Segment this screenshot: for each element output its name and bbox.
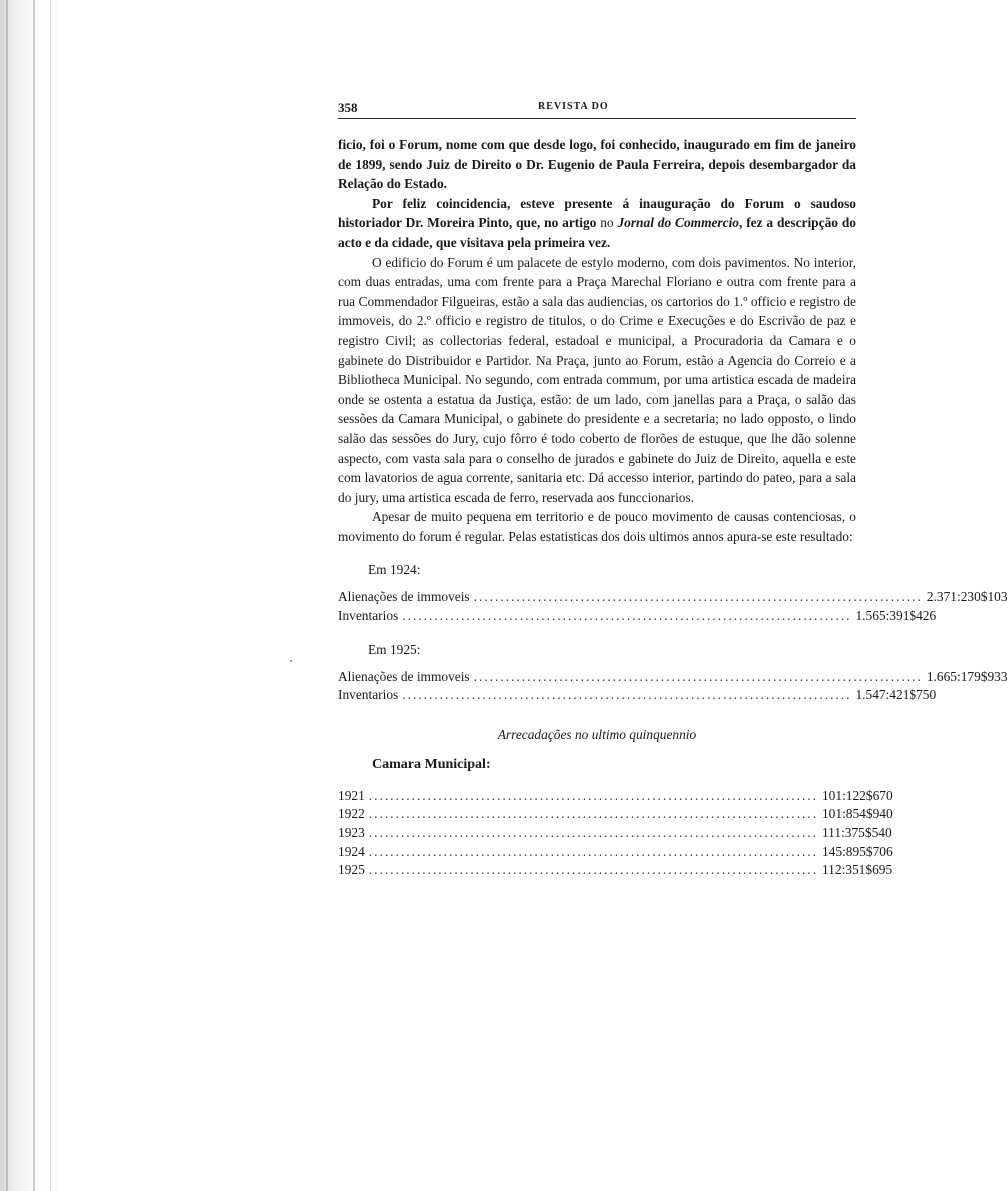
paragraph [338, 194, 856, 253]
paragraph [338, 253, 856, 508]
binding-line [33, 0, 35, 1191]
leader-dots: .................................................................................... [473, 668, 923, 684]
text-run: Apesar de muito pequena em territorio e de pouco movimento de causas contenciosas, o movimento do forum é regular. Pelas estatisticas dos dois ultimos annos apura-se este resultado: [338, 509, 856, 544]
row-label: Alienações de immoveis [338, 668, 470, 684]
text-run: ficio, foi [338, 137, 389, 152]
text-run: O edificio do Forum é um palacete de estylo moderno, com dois pavimentos. No interior, com duas entradas, uma com frente para a Praça Marechal Floriano e outra com frente para a rua Commendador Filgueiras, estão a sala das audiencias, os cartorios do 1.º officio e registro de immoveis, do 2.º officio e registro de titulos, o do Crime e Execuções e do Escrivão de paz e registro Civil; as collectorias federal, estadoal e municipal, a Procuradoria da Camara e o gabinete do Distribuidor e Partidor. Na Praça, junto ao Forum, estão a Agencia do Correio e a Bibliotheca Municipal. No segundo, com entrada commum, por uma artistica escada de madeira onde se ostenta a estatua da Justiça, estão: de um lado, com janellas para a Praça, o salão das sessões da Camara Municipal, o gabinete do presidente e a secretaria; no lado opposto, o lindo salão das sessões do Jury, cujo fôrro é todo coberto de florões de estuque, que lhe dão solenne aspecto, com vasta sala para o conselho de jurados e gabinete do Juiz de Direito, aquella e este com lavatorios de agua corrente, sanitaria etc. Dá accesso interior, partindo do pateo, para a sala do jury, uma artistica escada de ferro, reservada aos funccionarios. [338, 254, 856, 505]
row-amount: 112:351$695 [821, 862, 893, 878]
row-year: 1922 [338, 806, 365, 822]
newspaper-title: Jornal do Commercio [617, 215, 739, 231]
section-title: Arrecadações no ultimo quinquennio [497, 726, 697, 742]
leader-dots: .................................................................................... [473, 589, 923, 605]
article-body [338, 135, 856, 546]
row-label: Alienações de immoveis [338, 589, 470, 605]
year-heading: Em 1925: [368, 641, 421, 657]
text-run: nome com que desde logo, foi conhecido, inaugurado em fim de janeiro de 1899, sendo Juiz de Direito o Dr. Eugenio de Paula Ferreira, depois desembargador da Relação do Estado. [338, 137, 856, 192]
leader-dots: .................................................................................... [402, 608, 852, 624]
row-amount: 1.665:179$933 [926, 668, 1008, 684]
year-heading: Em 1924: [368, 562, 421, 578]
scan-speck [290, 660, 292, 662]
running-head [338, 96, 856, 119]
row-amount: 1.565:391$426 [855, 608, 937, 624]
row-amount: 101:854$940 [821, 806, 893, 822]
table-row [338, 787, 893, 806]
paragraph [338, 135, 856, 194]
binding-line [6, 0, 8, 1191]
row-amount: 1.547:421$750 [855, 687, 937, 703]
stats-table-1924 [338, 588, 1008, 625]
row-amount: 101:122$670 [821, 787, 893, 803]
row-amount: 2.371:230$103 [926, 589, 1008, 605]
leader-dots: .................................................................................... [368, 787, 818, 803]
leader-dots: .................................................................................... [402, 687, 852, 703]
row-amount: 111:375$540 [821, 825, 892, 841]
row-amount: 145:895$706 [821, 843, 893, 859]
table-row [338, 805, 893, 824]
table-row [338, 668, 1008, 687]
row-year: 1921 [338, 787, 365, 803]
row-year: 1923 [338, 825, 365, 841]
text-run: o Forum, [388, 137, 446, 152]
leader-dots: .................................................................................... [368, 843, 818, 859]
text-run: no [600, 215, 618, 231]
table-row [338, 861, 893, 880]
row-label: Inventarios [338, 687, 399, 703]
running-title: REVISTA DO [538, 101, 609, 112]
leader-dots: .................................................................................... [368, 862, 818, 878]
binding-line [50, 0, 51, 1191]
page [338, 96, 1008, 880]
table-row [338, 588, 1008, 607]
table-row [338, 607, 937, 626]
table-row [338, 843, 893, 862]
stats-table-1925 [338, 668, 1008, 705]
row-year: 1924 [338, 843, 365, 859]
row-label: Inventarios [338, 608, 399, 624]
table-row [338, 824, 892, 843]
entity-heading: Camara Municipal: [372, 756, 491, 772]
row-year: 1925 [338, 862, 365, 878]
leader-dots: .................................................................................... [368, 825, 818, 841]
paragraph [338, 507, 856, 546]
leader-dots: .................................................................................... [368, 806, 818, 822]
text-run: Por feliz coincidencia, esteve presente á inauguração do Forum o saudoso historiador Dr. Moreira Pinto, que, no artigo [338, 195, 856, 231]
revenue-table [338, 787, 893, 880]
table-row [338, 686, 937, 705]
text-run: , fez a descripção do acto e da cidade, que visitava pela primeira vez. [338, 215, 856, 250]
page-number: 358 [338, 100, 358, 115]
